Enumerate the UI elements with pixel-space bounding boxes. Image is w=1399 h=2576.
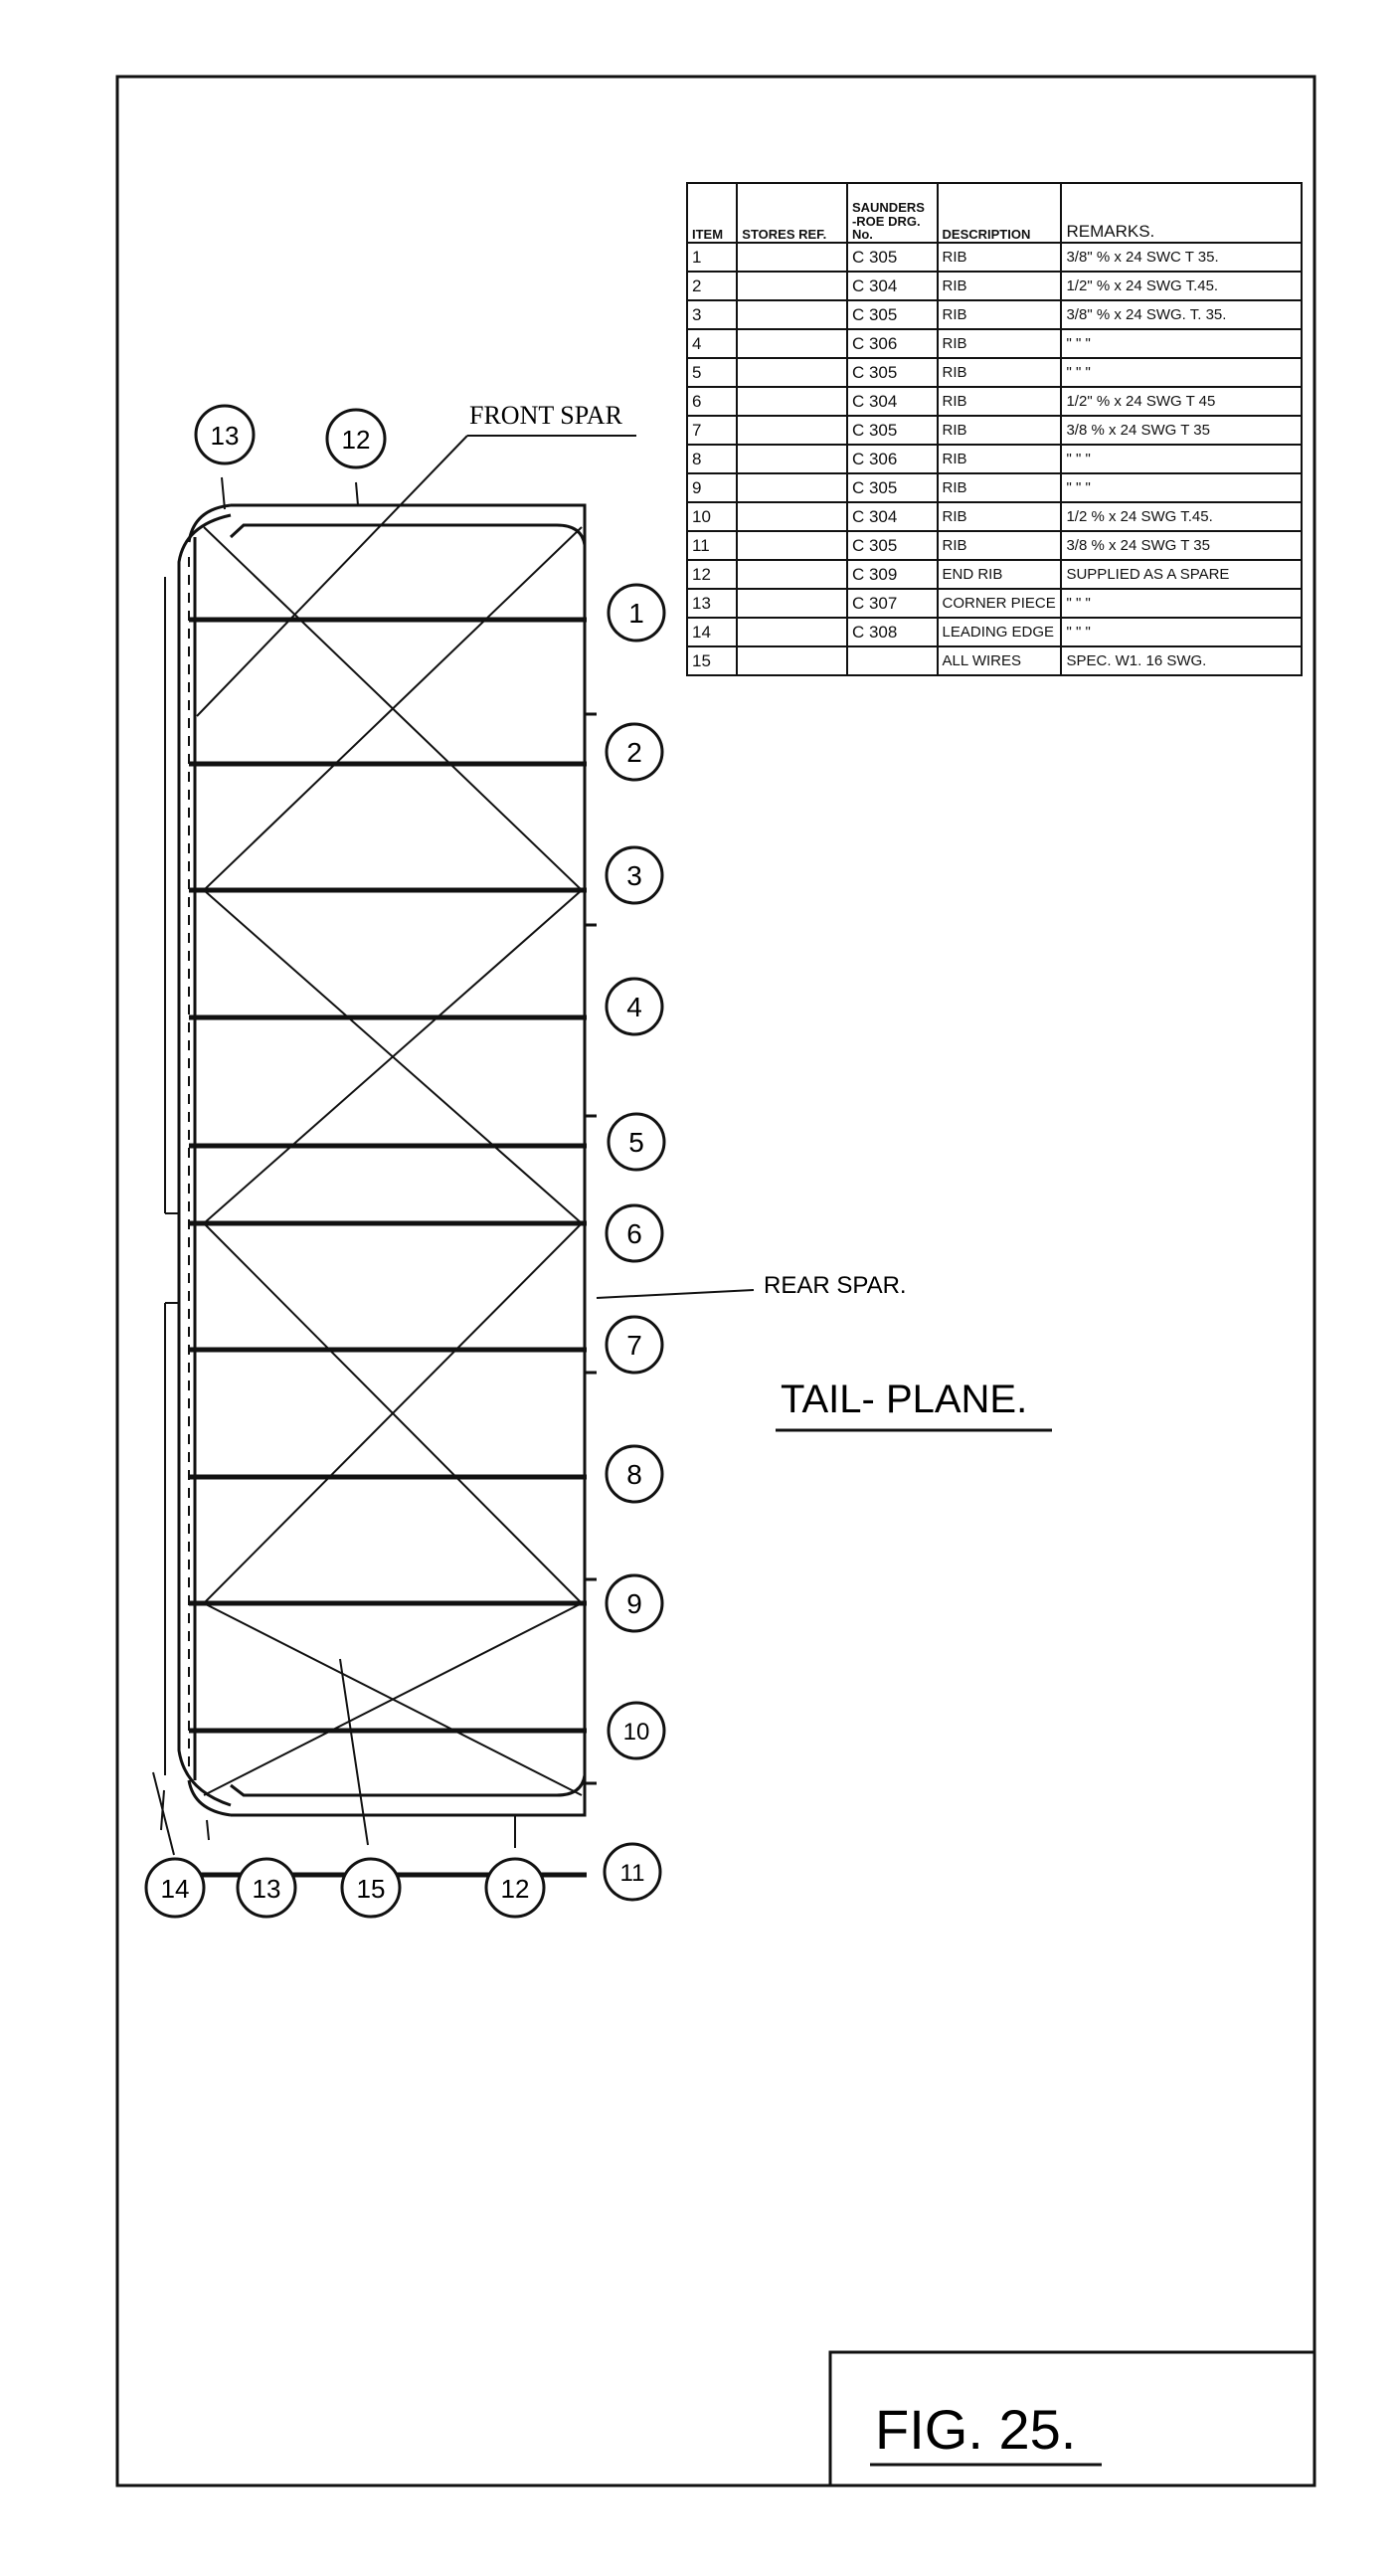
parts-list: [686, 182, 1303, 676]
cell-desc: RIB: [938, 272, 1062, 300]
balloon-6: 6: [626, 1218, 642, 1249]
table-row: [687, 416, 1302, 445]
cell-stores: [737, 272, 847, 300]
cell-item: 7: [687, 416, 737, 445]
cell-drg: C 306: [847, 445, 938, 473]
cell-remarks: " " ": [1061, 589, 1302, 618]
cell-desc: CORNER PIECE: [938, 589, 1062, 618]
cell-stores: [737, 329, 847, 358]
leader-top-12: [356, 482, 358, 505]
cell-remarks: 3/8" % x 24 SWG. T. 35.: [1061, 300, 1302, 329]
table-row: [687, 387, 1302, 416]
header-item: ITEM: [687, 183, 737, 243]
balloon-top-12: 12: [341, 425, 371, 455]
balloon-bot-12: 12: [500, 1874, 530, 1904]
cell-remarks: 3/8 % x 24 SWG T 35: [1061, 531, 1302, 560]
cell-remarks: SPEC. W1. 16 SWG.: [1061, 646, 1302, 675]
cell-desc: ALL WIRES: [938, 646, 1062, 675]
cell-item: 3: [687, 300, 737, 329]
cell-remarks: " " ": [1061, 358, 1302, 387]
cell-item: 12: [687, 560, 737, 589]
cell-stores: [737, 300, 847, 329]
front-spar-label: FRONT SPAR: [469, 401, 622, 430]
cell-remarks: 3/8 % x 24 SWG T 35: [1061, 416, 1302, 445]
cell-drg: C 305: [847, 243, 938, 272]
leader-top-13: [222, 477, 225, 509]
leader-bot-15: [340, 1659, 368, 1845]
cell-item: 1: [687, 243, 737, 272]
balloon-11: 11: [619, 1860, 645, 1887]
cell-remarks: 1/2" % x 24 SWG T 45: [1061, 387, 1302, 416]
cell-item: 2: [687, 272, 737, 300]
cell-desc: END RIB: [938, 560, 1062, 589]
cell-remarks: 3/8" % x 24 SWC T 35.: [1061, 243, 1302, 272]
cell-item: 4: [687, 329, 737, 358]
cell-desc: RIB: [938, 416, 1062, 445]
cell-item: 8: [687, 445, 737, 473]
cell-drg: C 305: [847, 416, 938, 445]
cell-drg: C 305: [847, 300, 938, 329]
table-row: [687, 243, 1302, 272]
cell-stores: [737, 387, 847, 416]
table-row: [687, 589, 1302, 618]
rear-spar-ticks: [585, 714, 597, 1783]
cell-desc: LEADING EDGE: [938, 618, 1062, 646]
cell-desc: RIB: [938, 445, 1062, 473]
table-row: [687, 272, 1302, 300]
cell-remarks: " " ": [1061, 445, 1302, 473]
balloon-3: 3: [626, 860, 642, 891]
table-row: [687, 531, 1302, 560]
cell-drg: C 307: [847, 589, 938, 618]
cell-stores: [737, 473, 847, 502]
leader-bot-14: [153, 1772, 174, 1855]
table-row: [687, 445, 1302, 473]
balloon-1: 1: [628, 598, 644, 629]
balloons-bottom: [146, 1859, 544, 1917]
cell-item: 14: [687, 618, 737, 646]
tail-plane-title: TAIL- PLANE.: [781, 1378, 1028, 1421]
header-description: DESCRIPTION: [938, 183, 1062, 243]
balloon-2: 2: [626, 737, 642, 768]
cell-stores: [737, 445, 847, 473]
cell-item: 5: [687, 358, 737, 387]
table-row: [687, 502, 1302, 531]
balloon-4: 4: [626, 992, 642, 1022]
leader-front-spar: [197, 436, 467, 716]
cell-drg: C 304: [847, 272, 938, 300]
parts-table: [686, 182, 1303, 676]
header-stores: STORES REF.: [737, 183, 847, 243]
table-row: [687, 646, 1302, 675]
table-row: [687, 473, 1302, 502]
header-remarks: REMARKS.: [1061, 183, 1302, 243]
cell-stores: [737, 560, 847, 589]
leader-bot-13: [207, 1820, 209, 1840]
cell-drg: C 306: [847, 329, 938, 358]
cell-item: 9: [687, 473, 737, 502]
cell-stores: [737, 243, 847, 272]
cell-drg: C 304: [847, 502, 938, 531]
cell-drg: C 305: [847, 473, 938, 502]
cell-remarks: SUPPLIED AS A SPARE: [1061, 560, 1302, 589]
cell-stores: [737, 531, 847, 560]
cell-desc: RIB: [938, 329, 1062, 358]
cell-drg: C 305: [847, 531, 938, 560]
balloon-5: 5: [628, 1127, 644, 1158]
cell-desc: RIB: [938, 502, 1062, 531]
cell-item: 15: [687, 646, 737, 675]
cell-remarks: " " ": [1061, 329, 1302, 358]
cell-desc: RIB: [938, 387, 1062, 416]
rear-spar-label: REAR SPAR.: [764, 1272, 907, 1299]
cell-desc: RIB: [938, 300, 1062, 329]
cell-remarks: " " ": [1061, 618, 1302, 646]
figure-label: FIG. 25.: [875, 2398, 1077, 2461]
cell-desc: RIB: [938, 531, 1062, 560]
cell-item: 11: [687, 531, 737, 560]
ribs: [189, 620, 587, 1875]
cell-drg: C 308: [847, 618, 938, 646]
end-rib-top: [231, 505, 585, 545]
balloon-7: 7: [626, 1330, 642, 1361]
balloon-10: 10: [622, 1719, 650, 1746]
cell-remarks: " " ": [1061, 473, 1302, 502]
table-row: [687, 560, 1302, 589]
cell-item: 13: [687, 589, 737, 618]
leader-rear-spar: [597, 1290, 754, 1298]
cell-desc: RIB: [938, 473, 1062, 502]
cell-desc: RIB: [938, 358, 1062, 387]
cell-drg: C 309: [847, 560, 938, 589]
balloon-bot-15: 15: [356, 1874, 386, 1904]
cell-stores: [737, 358, 847, 387]
cell-remarks: 1/2" % x 24 SWG T.45.: [1061, 272, 1302, 300]
balloon-bot-13: 13: [252, 1874, 281, 1904]
cell-item: 6: [687, 387, 737, 416]
cell-item: 10: [687, 502, 737, 531]
balloons-right: [605, 585, 664, 1900]
cell-stores: [737, 646, 847, 675]
cell-stores: [737, 416, 847, 445]
table-row: [687, 329, 1302, 358]
balloon-8: 8: [626, 1459, 642, 1490]
cell-stores: [737, 502, 847, 531]
cell-drg: C 305: [847, 358, 938, 387]
end-rib-bottom: [231, 1775, 585, 1815]
cell-remarks: 1/2 % x 24 SWG T.45.: [1061, 502, 1302, 531]
cell-desc: RIB: [938, 243, 1062, 272]
table-row: [687, 618, 1302, 646]
cell-drg: C 304: [847, 387, 938, 416]
cell-stores: [737, 618, 847, 646]
table-row: [687, 358, 1302, 387]
balloon-9: 9: [626, 1588, 642, 1619]
cell-stores: [737, 589, 847, 618]
table-row: [687, 300, 1302, 329]
cell-drg: [847, 646, 938, 675]
header-drg: SAUNDERS -ROE DRG. No.: [847, 183, 938, 243]
balloon-top-13: 13: [210, 421, 240, 451]
balloon-bot-14: 14: [160, 1874, 190, 1904]
parts-table-header: [687, 183, 1302, 243]
